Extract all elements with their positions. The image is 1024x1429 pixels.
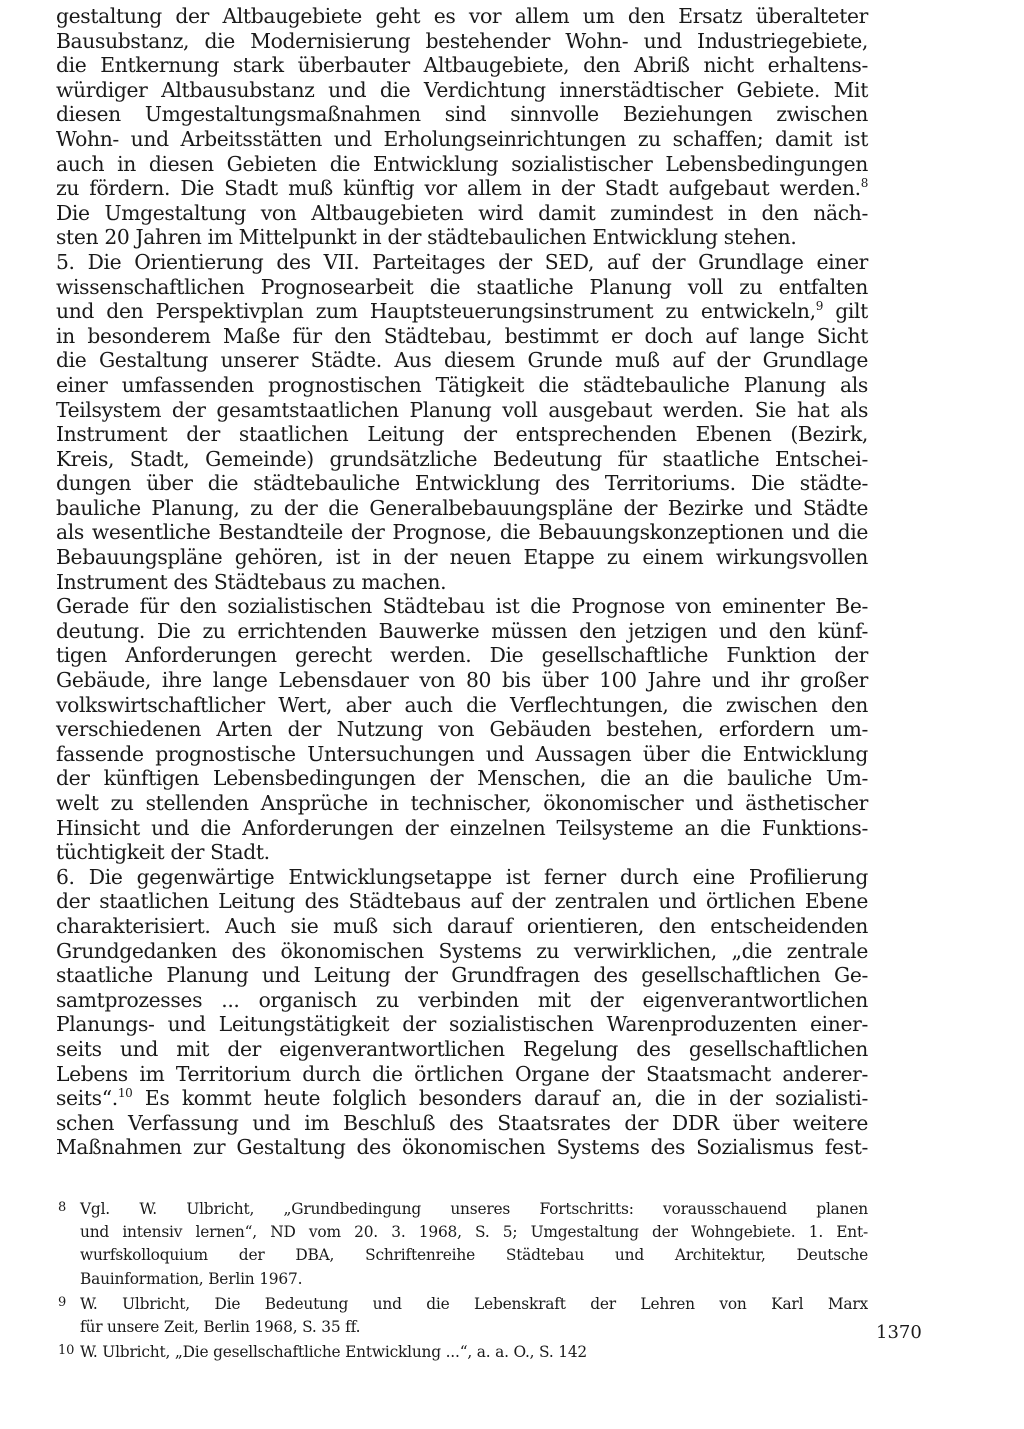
- text-line-content: staatliche Planung und Leitung der Grundfragen des gesellschaftlichen Ge-: [56, 963, 868, 988]
- text-line: [56, 619, 868, 644]
- text-line-content: deutung. Die zu errichtenden Bauwerke müssen den jetzigen und den künf-: [56, 618, 868, 643]
- text-line: [56, 939, 868, 964]
- text-line-content: Teilsystem der gesamtstaatlichen Planung voll ausgebaut werden. Sie hat als: [56, 397, 868, 422]
- text-line-content: Instrument des Städtebaus zu machen.: [56, 569, 447, 594]
- footnote-line: W. Ulbricht, „Die gesellschaftliche Entwicklung ...“, a. a. O., S. 142: [80, 1343, 588, 1362]
- text-line-continuation: gilt: [823, 299, 868, 324]
- footnote: [56, 1341, 868, 1364]
- text-line-content: der staatlichen Leitung des Städtebaus auf der zentralen und örtlichen Ebene: [56, 889, 868, 914]
- text-line-content: würdiger Altbausubstanz und die Verdichtung innerstädtischer Gebiete. Mit: [56, 77, 868, 102]
- text-line-content: fassende prognostische Untersuchungen und Aussagen über die Entwicklung: [56, 741, 868, 766]
- footnote-reference: 9: [815, 299, 824, 314]
- text-line: [56, 668, 868, 693]
- main-text-block: [56, 4, 868, 1160]
- text-line: [56, 643, 868, 668]
- footnote-reference: 10: [117, 1086, 133, 1101]
- footnote-line: Bauinformation, Berlin 1967.: [80, 1269, 303, 1288]
- text-line: [56, 570, 868, 595]
- text-line: [56, 152, 868, 177]
- text-line-content: volkswirtschaftlicher Wert, aber auch die Verflechtungen, die zwischen den: [56, 692, 868, 717]
- footnote-number: 8: [58, 1200, 67, 1215]
- footnote-line: und intensiv lernen“, ND vom 20. 3. 1968, S. 5; Umgestaltung der Wohngebiete. 1. Ent-: [80, 1223, 868, 1242]
- text-line: [56, 4, 868, 29]
- text-line: [56, 250, 868, 275]
- footnote-line: W. Ulbricht, Die Bedeutung und die Lebenskraft der Lehren von Karl Marx: [80, 1294, 868, 1313]
- text-line-content: samtprozesses ... organisch zu verbinden mit der eigenverantwortlichen: [56, 987, 868, 1012]
- text-line-content: schen Verfassung und im Beschluß des Staatsrates der DDR über weitere: [56, 1110, 868, 1135]
- text-line: [56, 102, 868, 127]
- footnote-line: wurfskolloquium der DBA, Schriftenreihe Städtebau und Architektur, Deutsche: [80, 1246, 868, 1265]
- text-line-content: welt zu stellenden Ansprüche in technischer, ökonomischer und ästhetischer: [56, 791, 868, 815]
- text-line: [56, 29, 868, 54]
- text-line-content: Lebens im Territorium durch die örtlichen Organe der Staatsmacht anderer-: [56, 1061, 868, 1086]
- footnote: [56, 1293, 868, 1339]
- text-line: [56, 398, 868, 423]
- text-line: [56, 791, 868, 816]
- text-line: [56, 496, 868, 521]
- text-line: [56, 299, 868, 324]
- text-line: [56, 324, 868, 349]
- text-line: [56, 865, 868, 890]
- footnote-line: Vgl. W. Ulbricht, „Grundbedingung unseres Fortschritts: vorausschauend planen: [80, 1200, 868, 1218]
- text-line: [56, 471, 868, 496]
- text-line-content: Grundgedanken des ökonomischen Systems zu verwirklichen, „die zentrale: [56, 938, 868, 963]
- text-line-content: Maßnahmen zur Gestaltung des ökonomischen Systems des Sozialismus fest-: [56, 1135, 868, 1160]
- text-line-content: 5. Die Orientierung des VII. Parteitages der SED, auf der Grundlage einer: [56, 249, 868, 274]
- text-line-content: Gebäude, ihre lange Lebensdauer von 80 bis über 100 Jahre und ihr großer: [56, 668, 868, 693]
- text-line-content: tüchtigkeit der Stadt.: [56, 840, 270, 865]
- text-line-continuation: Es kommt heute folglich besonders darauf an, die in der sozialisti-: [132, 1086, 868, 1111]
- text-line-content: einer umfassenden prognostischen Tätigkeit die städtebauliche Planung als: [56, 372, 868, 397]
- text-line-content: Gerade für den sozialistischen Städtebau ist die Prognose von eminenter Be-: [56, 594, 868, 619]
- footnote-line: für unsere Zeit, Berlin 1968, S. 35 ff.: [80, 1317, 361, 1336]
- text-line: [56, 373, 868, 398]
- text-line: [56, 988, 868, 1013]
- text-line: [56, 693, 868, 718]
- text-line-content: Hinsicht und die Anforderungen der einzelnen Teilsysteme an die Funktions-: [56, 815, 868, 840]
- text-line: [56, 422, 868, 447]
- text-line-content: tigen Anforderungen gerecht werden. Die gesellschaftliche Funktion der: [56, 643, 868, 668]
- text-line: [56, 78, 868, 103]
- footnote-number: 10: [58, 1343, 75, 1359]
- text-line: [56, 914, 868, 939]
- text-line-content: verschiedenen Arten der Nutzung von Gebäuden bestehen, erfordern um-: [56, 717, 868, 742]
- text-line: [56, 766, 868, 791]
- text-line: [56, 1086, 868, 1111]
- text-line: [56, 127, 868, 152]
- text-line-content: der künftigen Lebensbedingungen der Menschen, die an die bauliche Um-: [56, 766, 868, 791]
- text-line-content: Die Umgestaltung von Altbaugebieten wird damit zumindest in den näch-: [56, 200, 868, 225]
- text-line-content: bauliche Planung, zu der die Generalbebauungspläne der Bezirke und Städte: [56, 495, 868, 520]
- text-line: [56, 53, 868, 78]
- text-line-content: in besonderem Maße für den Städtebau, bestimmt er doch auf lange Sicht: [56, 323, 868, 348]
- text-line: [56, 1135, 868, 1160]
- text-line: [56, 742, 868, 767]
- text-line: [56, 225, 868, 250]
- text-line: [56, 717, 868, 742]
- text-line-content: und den Perspektivplan zum Hauptsteuerungsinstrument zu entwickeln,: [56, 299, 816, 324]
- text-line-content: sten 20 Jahren im Mittelpunkt in der städtebaulichen Entwicklung stehen.: [56, 225, 797, 250]
- footnote-number: 9: [58, 1294, 67, 1310]
- text-line-content: Wohn- und Arbeitsstätten und Erholungseinrichtungen zu schaffen; damit ist: [56, 126, 868, 151]
- text-line: [56, 594, 868, 619]
- text-line-content: wissenschaftlichen Prognosearbeit die staatliche Planung voll zu entfalten: [56, 274, 868, 299]
- text-line: [56, 520, 868, 545]
- text-line: [56, 1111, 868, 1136]
- text-line: [56, 447, 868, 472]
- text-line: [56, 176, 868, 201]
- page-number: 1370: [876, 1322, 922, 1343]
- text-line: [56, 816, 868, 841]
- text-line-content: die Entkernung stark überbauter Altbaugebiete, den Abriß nicht erhaltens-: [56, 53, 868, 78]
- text-line: [56, 889, 868, 914]
- text-line-content: seits“.: [56, 1086, 118, 1111]
- footnote: [56, 1198, 868, 1291]
- text-line-content: gestaltung der Altbaugebiete geht es vor allem um den Ersatz überalteter: [56, 4, 868, 28]
- footnote-reference: 8: [860, 176, 868, 191]
- text-line: [56, 201, 868, 226]
- text-line-content: Bebauungspläne gehören, ist in der neuen Etappe zu einem wirkungsvollen: [56, 545, 868, 570]
- text-line-content: die Gestaltung unserer Städte. Aus diesem Grunde muß auf der Grundlage: [56, 348, 868, 373]
- text-line-content: dungen über die städtebauliche Entwicklung des Territoriums. Die städte-: [56, 471, 868, 496]
- text-line: [56, 275, 868, 300]
- text-line-content: diesen Umgestaltungsmaßnahmen sind sinnvolle Beziehungen zwischen: [56, 102, 868, 127]
- footnotes-block: [56, 1198, 868, 1366]
- text-line-content: charakterisiert. Auch sie muß sich darauf orientieren, den entscheidenden: [56, 913, 868, 938]
- text-line: [56, 840, 868, 865]
- text-line-content: Instrument der staatlichen Leitung der entsprechenden Ebenen (Bezirk,: [56, 422, 868, 447]
- text-line: [56, 545, 868, 570]
- text-line-content: als wesentliche Bestandteile der Prognose, die Bebauungskonzeptionen und die: [56, 520, 868, 545]
- text-line: [56, 1012, 868, 1037]
- text-line-content: auch in diesen Gebieten die Entwicklung sozialistischer Lebensbedingungen: [56, 151, 868, 176]
- text-line-content: Bausubstanz, die Modernisierung bestehender Wohn- und Industriegebiete,: [56, 28, 868, 53]
- text-line-content: Planungs- und Leitungstätigkeit der sozialistischen Warenproduzenten einer-: [56, 1012, 868, 1037]
- text-line-content: Kreis, Stadt, Gemeinde) grundsätzliche Bedeutung für staatliche Entschei-: [56, 446, 868, 471]
- text-line: [56, 963, 868, 988]
- text-line-content: zu fördern. Die Stadt muß künftig vor allem in der Stadt aufgebaut werden.: [56, 176, 861, 201]
- text-line: [56, 1037, 868, 1062]
- text-line-content: seits und mit der eigenverantwortlichen Regelung des gesellschaftlichen: [56, 1036, 868, 1061]
- text-line-content: 6. Die gegenwärtige Entwicklungsetappe ist ferner durch eine Profilierung: [56, 864, 868, 889]
- text-line: [56, 348, 868, 373]
- text-line: [56, 1062, 868, 1087]
